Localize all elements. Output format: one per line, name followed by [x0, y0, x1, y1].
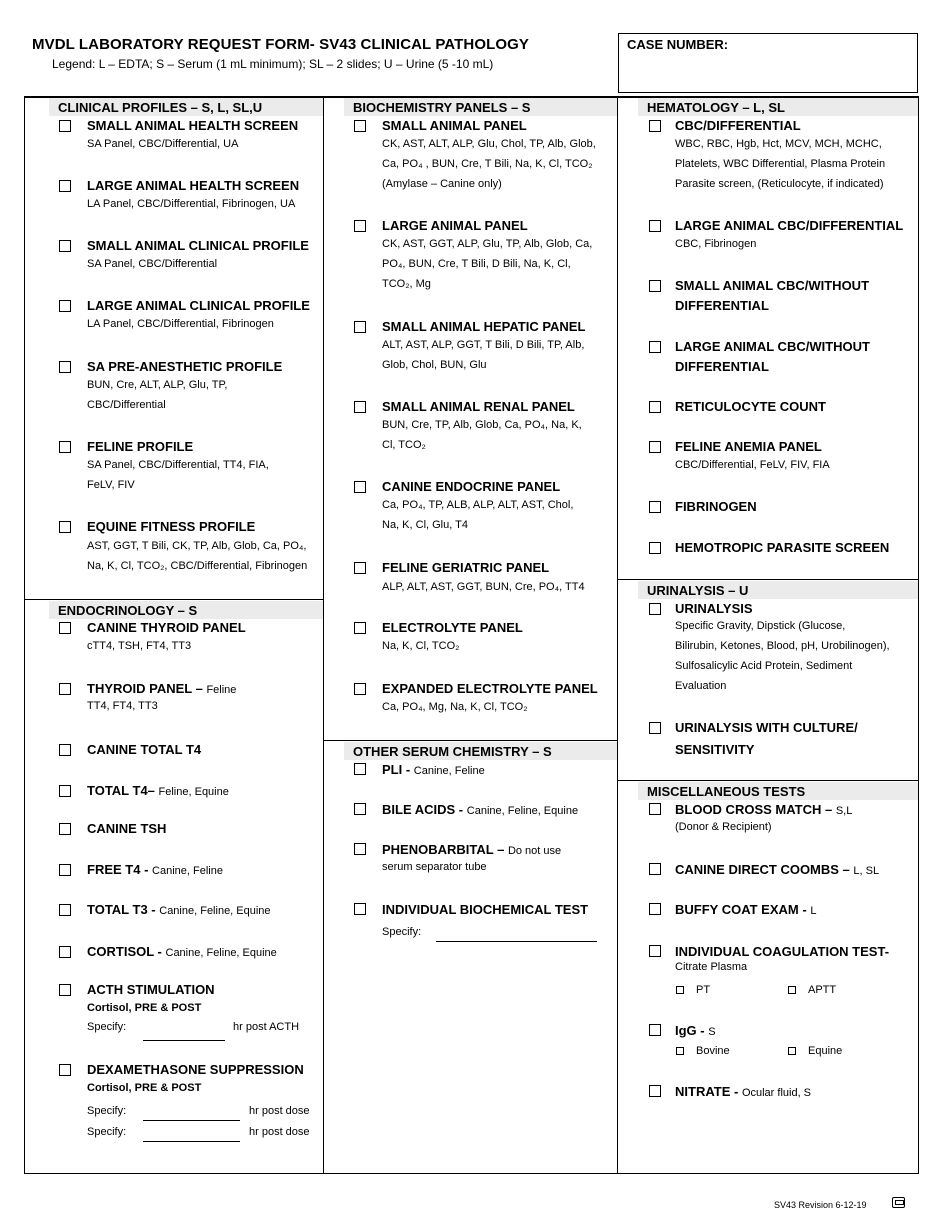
item-label: CBC/DIFFERENTIAL [675, 118, 801, 133]
item-description: CBC, Fibrinogen [675, 238, 757, 250]
checkbox-large-animal-panel[interactable] [354, 220, 366, 232]
form-icon [892, 1197, 905, 1208]
item-description: Specific Gravity, Dipstick (Glucose, [675, 620, 846, 632]
option-label: PT [696, 984, 711, 996]
item-label: DEXAMETHASONE SUPPRESSION [87, 1062, 304, 1077]
item-description: Na, K, Cl, TCO₂ [382, 640, 460, 652]
item-label: PHENOBARBITAL – Do not use [382, 842, 562, 857]
checkbox-blood-cross-match[interactable] [649, 803, 661, 815]
item-label: SMALL ANIMAL CBC/WITHOUT [675, 278, 870, 293]
item-description: (Amylase – Canine only) [382, 178, 502, 190]
case-number-field[interactable] [618, 33, 918, 93]
item-description: CBC/Differential, FeLV, FIV, FIA [675, 459, 830, 471]
divider [617, 780, 919, 781]
checkbox-feline-geriatric-panel[interactable] [354, 562, 366, 574]
checkbox-small-animal-renal-panel[interactable] [354, 401, 366, 413]
checkbox-reticulocyte-count[interactable] [649, 401, 661, 413]
item-description: ALP, ALT, AST, GGT, BUN, Cre, PO₄, TT4 [382, 581, 585, 593]
divider [24, 599, 323, 600]
item-label: FELINE PROFILE [87, 439, 194, 454]
item-description: Parasite screen, (Reticulocyte, if indicated) [675, 178, 884, 190]
checkbox-large-animal-cbc-without-differential[interactable] [649, 341, 661, 353]
column-divider [323, 96, 324, 1174]
section-hematology: HEMATOLOGY – L, SL [638, 98, 918, 116]
checkbox-nitrate[interactable] [649, 1085, 661, 1097]
option-label: Bovine [696, 1045, 730, 1057]
item-description: LA Panel, CBC/Differential, Fibrinogen [87, 318, 274, 330]
item-description: CBC/Differential [87, 399, 166, 411]
item-label: BLOOD CROSS MATCH – S,L [675, 802, 853, 817]
item-label: CANINE TOTAL T4 [87, 742, 202, 757]
dex-hours-field-1[interactable] [143, 1120, 240, 1121]
item-description: Na, K, Cl, Glu, T4 [382, 519, 468, 531]
item-label: NITRATE - Ocular fluid, S [675, 1084, 812, 1099]
checkbox-individual-biochemical-test[interactable] [354, 903, 366, 915]
checkbox-total-t3[interactable] [59, 904, 71, 916]
checkbox-urinalysis-culture-sensitivity[interactable] [649, 722, 661, 734]
checkbox-pt[interactable] [676, 986, 684, 994]
checkbox-individual-coagulation-test[interactable] [649, 945, 661, 957]
item-label: DIFFERENTIAL [675, 298, 769, 313]
checkbox-phenobarbital[interactable] [354, 843, 366, 855]
item-description: SA Panel, CBC/Differential, TT4, FIA, [87, 459, 269, 471]
item-label: INDIVIDUAL COAGULATION TEST- [675, 944, 890, 959]
item-label: BILE ACIDS - Canine, Feline, Equine [382, 802, 579, 817]
item-label: ACTH STIMULATION [87, 982, 215, 997]
item-label: RETICULOCYTE COUNT [675, 399, 826, 414]
dex-hours-field-2[interactable] [143, 1141, 240, 1142]
item-description: Cortisol, PRE & POST [87, 1082, 202, 1094]
item-label: SMALL ANIMAL HEPATIC PANEL [382, 319, 586, 334]
section-biochemistry: BIOCHEMISTRY PANELS – S [344, 98, 617, 116]
item-label: INDIVIDUAL BIOCHEMICAL TEST [382, 902, 589, 917]
item-label: SENSITIVITY [675, 742, 755, 757]
checkbox-electrolyte-panel[interactable] [354, 622, 366, 634]
checkbox-large-animal-clinical-profile[interactable] [59, 300, 71, 312]
item-label: URINALYSIS WITH CULTURE/ [675, 720, 858, 735]
form-title: MVDL LABORATORY REQUEST FORM- SV43 CLINICAL PATHOLOGY [32, 36, 529, 53]
column-divider [617, 96, 618, 1174]
item-description: Na, K, Cl, TCO₂, CBC/Differential, Fibrinogen [87, 560, 308, 572]
checkbox-pli[interactable] [354, 763, 366, 775]
item-description: Evaluation [675, 680, 727, 692]
checkbox-canine-direct-coombs[interactable] [649, 863, 661, 875]
checkbox-expanded-electrolyte-panel[interactable] [354, 683, 366, 695]
checkbox-hemotropic-parasite-screen[interactable] [649, 542, 661, 554]
item-label: TOTAL T4– Feline, Equine [87, 783, 229, 798]
specify-label: Specify: [87, 1105, 127, 1117]
case-number-label: CASE NUMBER: [627, 37, 729, 52]
checkbox-bile-acids[interactable] [354, 803, 366, 815]
item-description: FeLV, FIV [87, 479, 135, 491]
item-description: serum separator tube [382, 861, 487, 873]
checkbox-igg[interactable] [649, 1024, 661, 1036]
item-description: Citrate Plasma [675, 961, 748, 973]
item-label: SA PRE-ANESTHETIC PROFILE [87, 359, 283, 374]
checkbox-fibrinogen[interactable] [649, 501, 661, 513]
checkbox-equine-fitness-profile[interactable] [59, 521, 71, 533]
item-label: EQUINE FITNESS PROFILE [87, 519, 256, 534]
item-description: AST, GGT, T Bili, CK, TP, Alb, Glob, Ca, PO₄, [87, 540, 307, 552]
item-label: LARGE ANIMAL CBC/WITHOUT [675, 339, 870, 354]
checkbox-canine-tsh[interactable] [59, 823, 71, 835]
item-description: LA Panel, CBC/Differential, Fibrinogen, UA [87, 198, 296, 210]
item-description: Platelets, WBC Differential, Plasma Protein [675, 158, 886, 170]
item-label: FREE T4 - Canine, Feline [87, 862, 223, 877]
acth-hours-field[interactable] [143, 1040, 225, 1041]
item-description: Sulfosalicylic Acid Protein, Sediment [675, 660, 853, 672]
item-label: ELECTROLYTE PANEL [382, 620, 523, 635]
legend: Legend: L – EDTA; S – Serum (1 mL minimum); SL – 2 slides; U – Urine (5 -10 mL) [52, 57, 494, 71]
specify-suffix: hr post ACTH [233, 1021, 300, 1033]
item-label: HEMOTROPIC PARASITE SCREEN [675, 540, 890, 555]
item-label: SMALL ANIMAL CLINICAL PROFILE [87, 238, 309, 253]
checkbox-bovine[interactable] [676, 1047, 684, 1055]
specify-label: Specify: [87, 1126, 127, 1138]
option-label: Equine [808, 1045, 843, 1057]
item-label: SMALL ANIMAL HEALTH SCREEN [87, 118, 299, 133]
checkbox-small-animal-cbc-without-differential[interactable] [649, 280, 661, 292]
item-label: PLI - Canine, Feline [382, 762, 485, 777]
option-label: APTT [808, 984, 837, 996]
checkbox-small-animal-hepatic-panel[interactable] [354, 321, 366, 333]
item-label: CANINE ENDOCRINE PANEL [382, 479, 561, 494]
item-description: cTT4, TSH, FT4, TT3 [87, 640, 192, 652]
checkbox-urinalysis[interactable] [649, 603, 661, 615]
item-description: TCO₂, Mg [382, 278, 431, 290]
checkbox-free-t4[interactable] [59, 864, 71, 876]
divider [323, 740, 617, 741]
item-label: THYROID PANEL – Feline [87, 681, 237, 696]
item-label: DIFFERENTIAL [675, 359, 769, 374]
checkbox-acth-stimulation[interactable] [59, 984, 71, 996]
item-description: TT4, FT4, TT3 [87, 700, 158, 712]
checkbox-cortisol[interactable] [59, 946, 71, 958]
checkbox-aptt[interactable] [788, 986, 796, 994]
item-description: Bilirubin, Ketones, Blood, pH, Urobilinogen), [675, 640, 890, 652]
checkbox-thyroid-panel[interactable] [59, 683, 71, 695]
checkbox-feline-profile[interactable] [59, 441, 71, 453]
checkbox-buffy-coat-exam[interactable] [649, 903, 661, 915]
item-description: CK, AST, ALT, ALP, Glu, Chol, TP, Alb, Glob, [382, 138, 596, 150]
item-description: (Donor & Recipient) [675, 821, 772, 833]
item-description: Ca, PO₄ , BUN, Cre, T Bili, Na, K, Cl, TCO₂ [382, 158, 593, 170]
section-clinical-profiles: CLINICAL PROFILES – S, L, SL,U [49, 98, 323, 116]
section-misc: MISCELLANEOUS TESTS [638, 782, 918, 800]
checkbox-small-animal-panel[interactable] [354, 120, 366, 132]
biochemical-test-specify-field[interactable] [436, 941, 597, 942]
item-label: LARGE ANIMAL PANEL [382, 218, 528, 233]
item-label: URINALYSIS [675, 601, 753, 616]
item-label: CANINE THYROID PANEL [87, 620, 246, 635]
item-description: BUN, Cre, TP, Alb, Glob, Ca, PO₄, Na, K, [382, 419, 582, 431]
item-label: LARGE ANIMAL CBC/DIFFERENTIAL [675, 218, 904, 233]
item-label: CANINE DIRECT COOMBS – L, SL [675, 862, 880, 877]
item-label: CORTISOL - Canine, Feline, Equine [87, 944, 277, 959]
item-label: CANINE TSH [87, 821, 167, 836]
item-description: PO₄, BUN, Cre, T Bili, D Bili, Na, K, Cl, [382, 258, 571, 270]
item-description: WBC, RBC, Hgb, Hct, MCV, MCH, MCHC, [675, 138, 882, 150]
specify-label: Specify: [87, 1021, 127, 1033]
specify-suffix: hr post dose [249, 1105, 310, 1117]
checkbox-equine[interactable] [788, 1047, 796, 1055]
item-description: Ca, PO₄, TP, ALB, ALP, ALT, AST, Chol, [382, 499, 574, 511]
item-label: LARGE ANIMAL CLINICAL PROFILE [87, 298, 310, 313]
section-endocrinology: ENDOCRINOLOGY – S [49, 601, 323, 619]
specify-suffix: hr post dose [249, 1126, 310, 1138]
item-label: SMALL ANIMAL PANEL [382, 118, 527, 133]
item-label: FELINE ANEMIA PANEL [675, 439, 822, 454]
item-label: EXPANDED ELECTROLYTE PANEL [382, 681, 598, 696]
checkbox-canine-endocrine-panel[interactable] [354, 481, 366, 493]
checkbox-feline-anemia-panel[interactable] [649, 441, 661, 453]
divider [617, 579, 919, 580]
item-label: BUFFY COAT EXAM - L [675, 902, 817, 917]
item-description: CK, AST, GGT, ALP, Glu, TP, Alb, Glob, Ca, [382, 238, 593, 250]
checkbox-sa-pre-anesthetic-profile[interactable] [59, 361, 71, 373]
revision-label: SV43 Revision 6-12-19 [774, 1200, 867, 1210]
checkbox-canine-total-t4[interactable] [59, 744, 71, 756]
checkbox-small-animal-health-screen[interactable] [59, 120, 71, 132]
item-description: Cortisol, PRE & POST [87, 1002, 202, 1014]
item-label: TOTAL T3 - Canine, Feline, Equine [87, 902, 271, 917]
checkbox-canine-thyroid-panel[interactable] [59, 622, 71, 634]
item-label: LARGE ANIMAL HEALTH SCREEN [87, 178, 300, 193]
checkbox-total-t4[interactable] [59, 785, 71, 797]
item-description: Ca, PO₄, Mg, Na, K, Cl, TCO₂ [382, 701, 528, 713]
section-urinalysis: URINALYSIS – U [638, 581, 918, 599]
specify-label: Specify: [382, 926, 422, 938]
checkbox-cbc-differential[interactable] [649, 120, 661, 132]
checkbox-large-animal-cbc-differential[interactable] [649, 220, 661, 232]
item-description: SA Panel, CBC/Differential, UA [87, 138, 239, 150]
item-label: FIBRINOGEN [675, 499, 757, 514]
item-description: BUN, Cre, ALT, ALP, Glu, TP, [87, 379, 228, 391]
checkbox-large-animal-health-screen[interactable] [59, 180, 71, 192]
item-label: FELINE GERIATRIC PANEL [382, 560, 550, 575]
item-description: SA Panel, CBC/Differential [87, 258, 218, 270]
item-label: SMALL ANIMAL RENAL PANEL [382, 399, 575, 414]
section-other-serum: OTHER SERUM CHEMISTRY – S [344, 742, 617, 760]
item-description: ALT, AST, ALP, GGT, T Bili, D Bili, TP, Alb, [382, 339, 585, 351]
checkbox-dexamethasone-suppression[interactable] [59, 1064, 71, 1076]
item-label: IgG - S [675, 1023, 716, 1038]
checkbox-small-animal-clinical-profile[interactable] [59, 240, 71, 252]
item-description: Glob, Chol, BUN, Glu [382, 359, 487, 371]
item-description: Cl, TCO₂ [382, 439, 426, 451]
